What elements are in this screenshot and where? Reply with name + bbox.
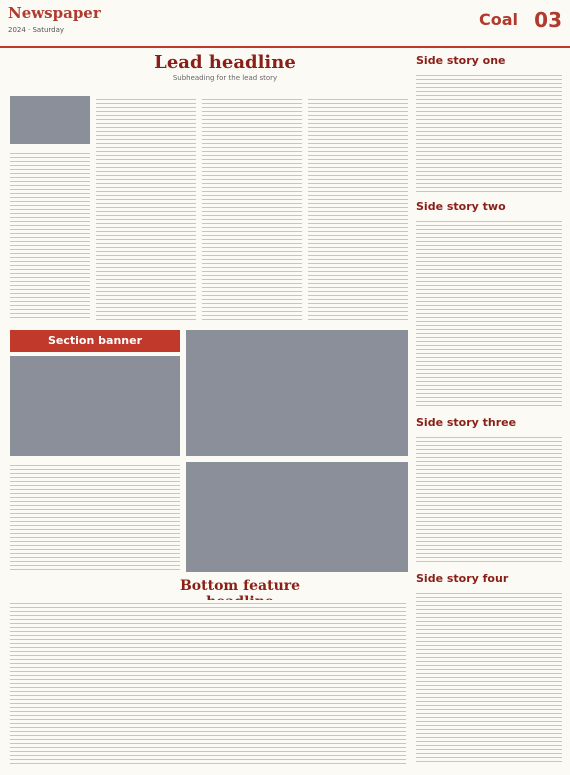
section-banner: Section banner — [10, 330, 180, 352]
photo-worker-2 — [186, 462, 408, 572]
side-story-3 — [416, 434, 562, 564]
side-story-1 — [416, 72, 562, 192]
section-name: Coal — [478, 10, 518, 29]
side-headline-2: Side story two — [416, 200, 506, 213]
photo-worker-1 — [10, 356, 180, 456]
masthead — [0, 0, 570, 48]
bottom-headline: Bottom feature — [179, 578, 301, 594]
photo-machinery — [186, 330, 408, 456]
side-story-4 — [416, 590, 562, 765]
lead-column-4 — [308, 96, 408, 320]
page-number: 03 — [534, 8, 562, 32]
lead-column-2 — [96, 96, 196, 320]
side-headline-1: Side story one — [416, 54, 506, 67]
logo-photo — [10, 96, 90, 144]
issue-date: 2024 · Saturday — [8, 26, 65, 34]
lead-column-1 — [10, 150, 90, 320]
side-story-2 — [416, 218, 562, 408]
side-headline-3: Side story three — [416, 416, 517, 429]
photo-captions — [10, 462, 180, 572]
lead-headline: Lead headline — [154, 52, 296, 73]
bottom-story — [10, 600, 406, 765]
lead-subheadline: Subheading for the lead story — [172, 74, 278, 82]
side-headline-4: Side story four — [416, 572, 509, 585]
brand-name: Newspaper — [8, 4, 101, 22]
lead-column-3 — [202, 96, 302, 320]
